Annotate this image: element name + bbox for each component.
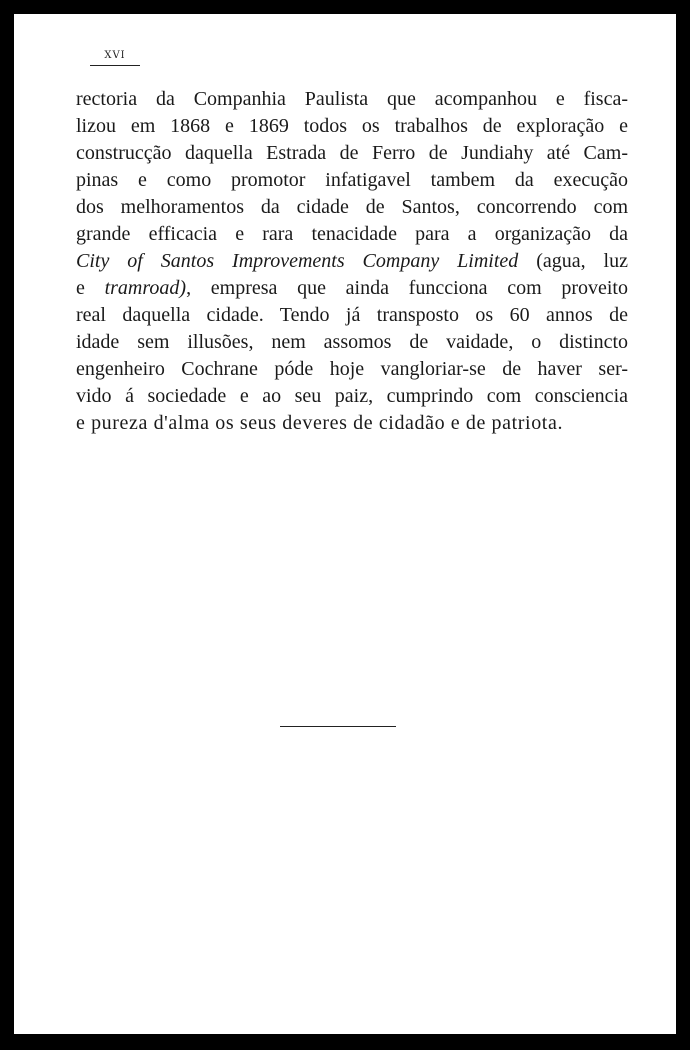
- text-line: engenheiro Cochrane póde hoje vangloriar-se de haver ser-: [76, 358, 628, 380]
- body-paragraph: [76, 86, 628, 437]
- text-line: [76, 275, 628, 302]
- text-run: (agua, luz: [518, 250, 628, 272]
- italic-company-name: City of Santos Improvements Company Limited: [76, 250, 519, 272]
- page-number: [90, 50, 140, 66]
- book-page: [14, 14, 676, 1034]
- text-line: rectoria da Companhia Paulista que acompanhou e fisca-: [76, 88, 628, 110]
- page-number-label: XVI: [104, 50, 126, 61]
- text-line: vido á sociedade e ao seu paiz, cumprindo com consciencia: [76, 385, 628, 407]
- text-line: lizou em 1868 e 1869 todos os trabalhos de exploração e: [76, 115, 628, 137]
- text-run: , empresa que ainda funcciona com proveito: [186, 277, 628, 299]
- text-line: dos melhoramentos da cidade de Santos, concorrendo com: [76, 196, 628, 218]
- italic-term: tramroad): [104, 277, 187, 299]
- text-run: e: [76, 277, 105, 299]
- text-line: grande efficacia e rara tenacidade para a organização da: [76, 223, 628, 245]
- text-line: e pureza d'alma os seus deveres de cidadão e de patriota.: [76, 412, 564, 434]
- text-line: construcção daquella Estrada de Ferro de Jundiahy até Cam-: [76, 142, 628, 164]
- text-line: real daquella cidade. Tendo já transposto os 60 annos de: [76, 304, 628, 326]
- end-rule: [280, 726, 396, 727]
- text-line: [76, 248, 628, 275]
- text-line: idade sem illusões, nem assomos de vaidade, o distincto: [76, 331, 628, 353]
- text-line: pinas e como promotor infatigavel tambem da execução: [76, 169, 628, 191]
